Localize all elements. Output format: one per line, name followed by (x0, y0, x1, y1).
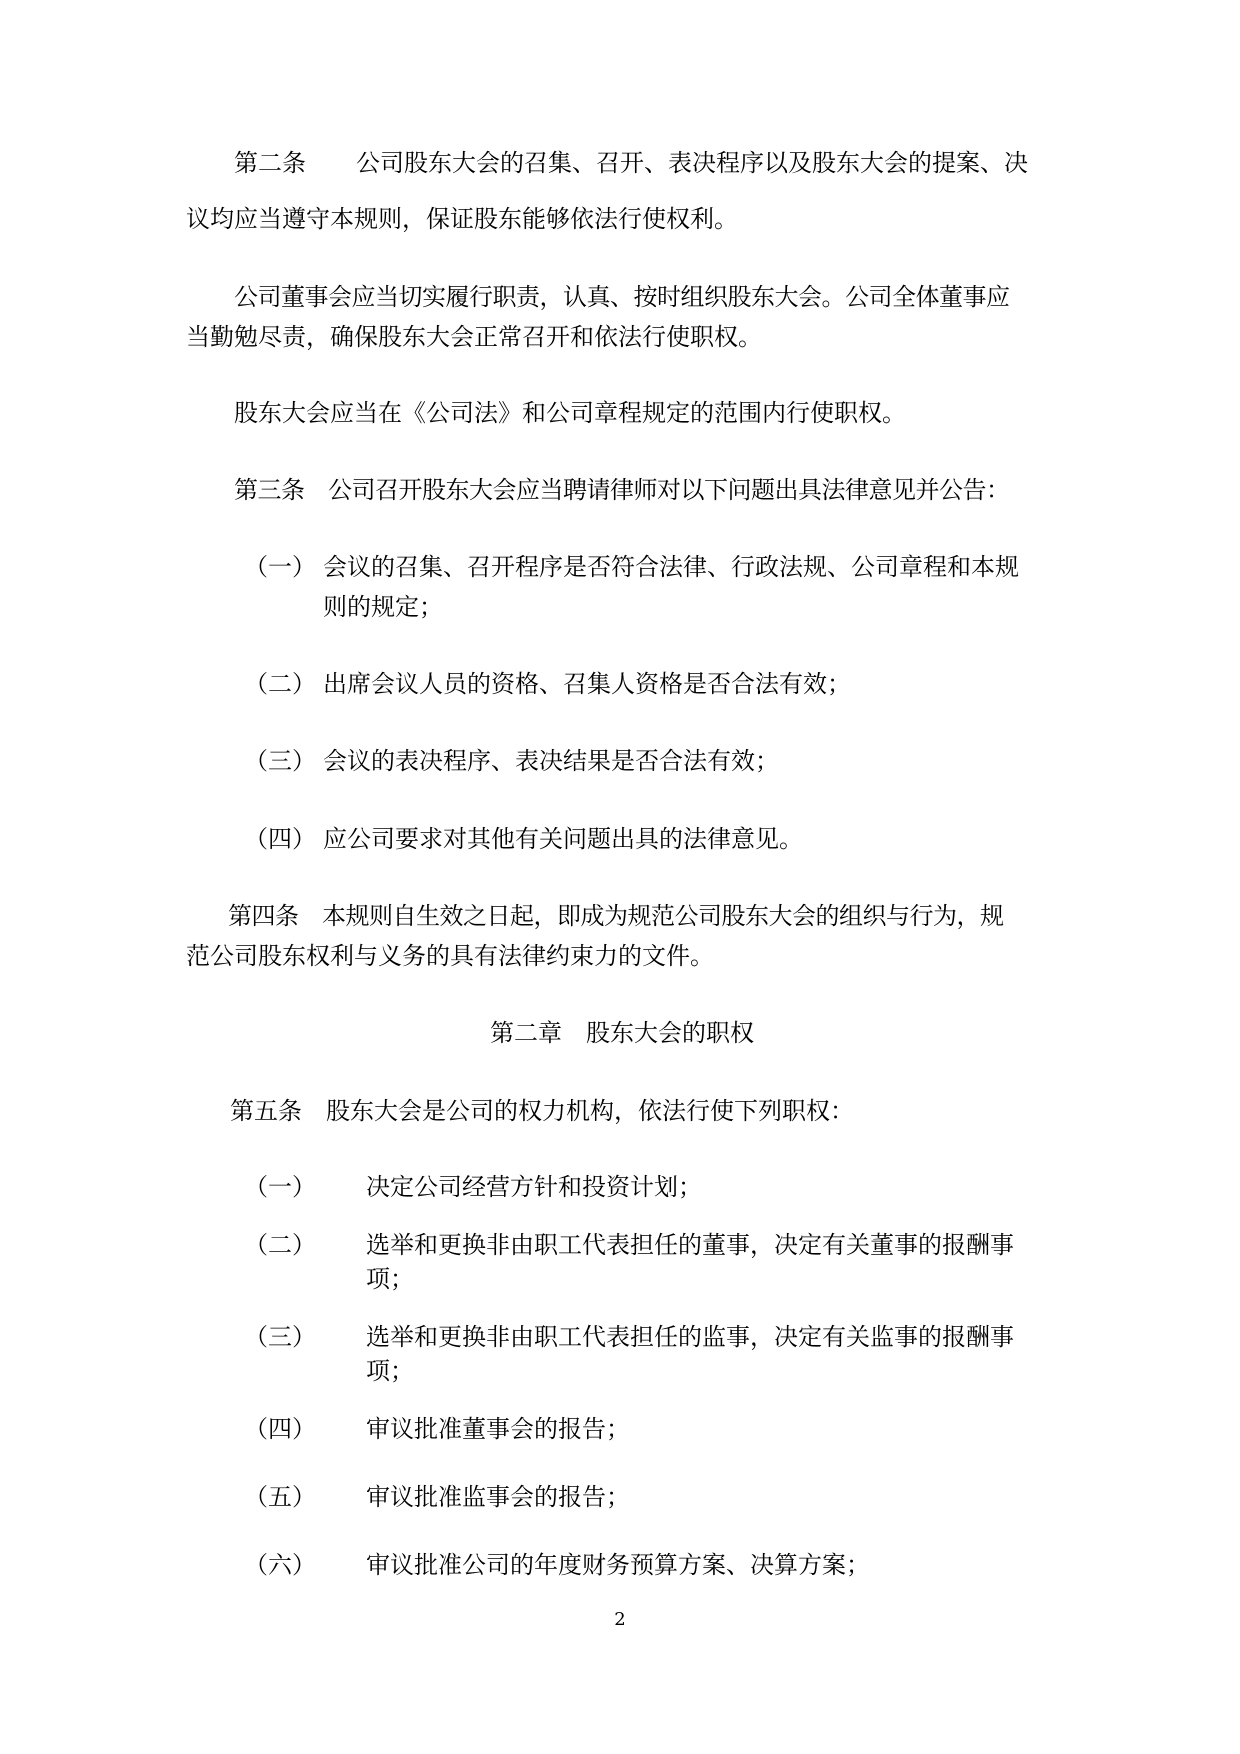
article-5-item-2-num: （二） (244, 1231, 316, 1259)
article-2-line-2: 议均应当遵守本规则，保证股东能够依法行使权利。 (186, 205, 738, 233)
article-5-item-4-num: （四） (244, 1415, 316, 1443)
article-2-line-1: 公司股东大会的召集、召开、表决程序以及股东大会的提案、决 (356, 149, 1028, 177)
article-5-item-6-line-1: 审议批准公司的年度财务预算方案、决算方案； (366, 1551, 870, 1579)
article-5-item-2-line-1: 选举和更换非由职工代表担任的董事，决定有关董事的报酬事 (366, 1231, 1014, 1259)
article-3-item-2-num: （二） (244, 670, 316, 698)
article-3-item-3-num: （三） (244, 747, 316, 775)
article-5-item-3-line-2: 项； (366, 1357, 414, 1385)
article-3-item-1-line-1: 会议的召集、召开程序是否符合法律、行政法规、公司章程和本规 (323, 553, 1019, 581)
article-5-item-4-line-1: 审议批准董事会的报告； (366, 1415, 630, 1443)
article-5-text: 第五条 股东大会是公司的权力机构，依法行使下列职权： (230, 1097, 854, 1125)
article-3-item-4-line-1: 应公司要求对其他有关问题出具的法律意见。 (323, 825, 803, 853)
article-4-line-1: 第四条 本规则自生效之日起，即成为规范公司股东大会的组织与行为，规 (228, 902, 1004, 930)
scope-paragraph: 股东大会应当在《公司法》和公司章程规定的范围内行使职权。 (234, 399, 906, 427)
article-3-item-1-num: （一） (244, 553, 316, 581)
board-paragraph-line-2: 当勤勉尽责，确保股东大会正常召开和依法行使职权。 (186, 323, 762, 351)
article-3-item-1-line-2: 则的规定； (323, 593, 443, 621)
article-2-label: 第二条 (234, 149, 306, 177)
article-4-line-2: 范公司股东权利与义务的具有法律约束力的文件。 (186, 942, 714, 970)
article-5-item-3-line-1: 选举和更换非由职工代表担任的监事，决定有关监事的报酬事 (366, 1323, 1014, 1351)
article-5-item-5-line-1: 审议批准监事会的报告； (366, 1483, 630, 1511)
article-3-item-2-line-1: 出席会议人员的资格、召集人资格是否合法有效； (323, 670, 851, 698)
article-3-item-3-line-1: 会议的表决程序、表决结果是否合法有效； (323, 747, 779, 775)
page-number: 2 (614, 1609, 626, 1630)
article-3-text: 第三条 公司召开股东大会应当聘请律师对以下问题出具法律意见并公告： (234, 476, 1010, 504)
chapter-2-title: 第二章 股东大会的职权 (490, 1019, 754, 1047)
article-5-item-2-line-2: 项； (366, 1265, 414, 1293)
article-5-item-1-line-1: 决定公司经营方针和投资计划； (366, 1173, 702, 1201)
article-5-item-3-num: （三） (244, 1323, 316, 1351)
article-5-item-1-num: （一） (244, 1173, 316, 1201)
board-paragraph-line-1: 公司董事会应当切实履行职责，认真、按时组织股东大会。公司全体董事应 (234, 283, 1010, 311)
article-5-item-5-num: （五） (244, 1483, 316, 1511)
article-3-item-4-num: （四） (244, 825, 316, 853)
article-5-item-6-num: （六） (244, 1551, 316, 1579)
